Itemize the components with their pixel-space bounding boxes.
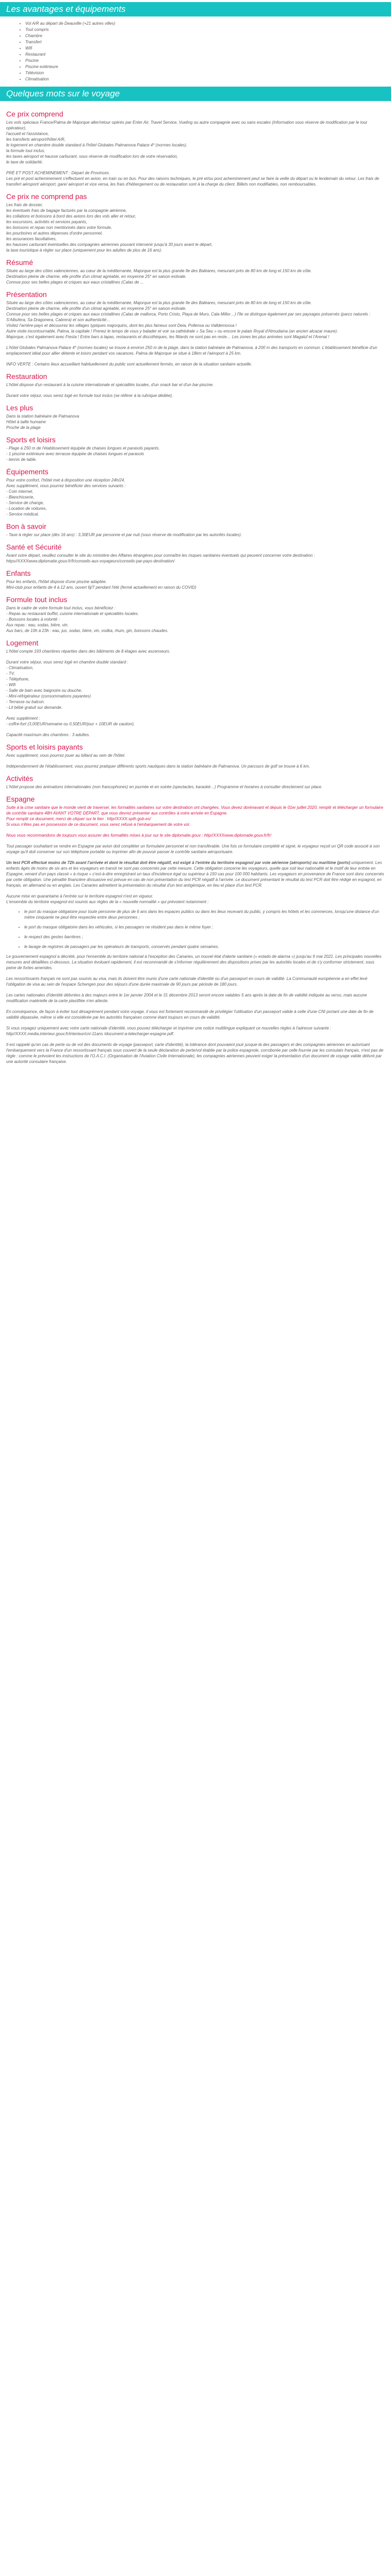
pcr-paragraph (6, 860, 385, 888)
section-text: Le gouvernement espagnol a décrété, pour l'ensemble du territoire national à l'exception des Canaries, un nouvel état d'alerte sanitaire (« estado de alarma ») jusqu'au 9 mai 2021. Les principales nouvelles mesures and détaillées ci-dessous. La situation évoluant rapidement, il est recommandé de s'informer régulièrement des dispositions prises par les autorités locales et de s'y conformer strictement, sous peine de fortes amendes. (6, 954, 382, 970)
list-item: • Piscine (25, 58, 385, 64)
section-heading: Santé et Sécurité (6, 543, 62, 551)
section-text: Il est rappelé qu'en cas de perte ou de vol des documents de voyage (passeport, carte d'identité), la tolérance dont pouvaient jouir jusque-là des passagers et des compagnies aériennes en autorisant l'embarquement vers la France d'un ressortissant français sous couvert de la seule déclaration de perte/vol établie par la police espagnole, corroborée par celle fournie par les consulats français, n'est pas de règle : comme le prévoient les instructions de l'O.A.C.I. (Organisation de l'Aviation Civile Internationale), les compagnies aériennes peuvent exiger la présentation d'un document de voyage valide délivré par une autorité consulaire française. (6, 1042, 384, 1064)
list-item: • Restaurant (25, 52, 385, 58)
section-heading: Espagne (6, 795, 35, 803)
list-item: • le port du masque obligatoire pour toute personne de plus de 6 ans dans les espaces publics ou dans les lieux recevant du public, y compris les hôtels et les commerces, lorsqu'une distance d'un mètre cinquante ne peut être respectée entre deux personnes ; (24, 909, 385, 920)
list-item: • Chambre (25, 33, 385, 39)
section-text: L'hôtel compte 193 chambres réparties dans des bâtiments de 8 étages avec ascenseurs. (6, 649, 171, 654)
section-heading: Présentation (6, 290, 47, 298)
section-text: INFO VERTE : Certains lieux accueillant habituellement du public sont actuellement fermés, en raison de la situation sanitaire actuelle. (6, 362, 252, 367)
list-item: • le port du masque obligatoire dans les véhicules, si les passagers ne résident pas dans le même foyer ; (24, 924, 385, 930)
section-heading: Bon à savoir (6, 522, 46, 530)
section-heading: Résumé (6, 258, 34, 267)
section-text: Avec supplément, vous pourrez jouer au billard au sein de l'hôtel. (6, 753, 125, 758)
list-item: • Wifi (25, 45, 385, 52)
section-heading: Ce prix comprend (6, 110, 63, 118)
section-text: Pour les enfants, l'hôtel dispose d'une piscine adaptée. Mini-club pour enfants de 4 à 12 ans, ouvert 6j/7 pendant l'été (fermé actuellement en raison du COVID) (6, 579, 197, 590)
advantages-block (0, 21, 391, 82)
section-heading: Sports et loisirs (6, 436, 56, 444)
section-text: En conséquence, de façon à éviter tout désagrément pendant votre voyage, il vous est fortement recommandé de privilégier l'utilisation d'un passeport valide à celle d'une CNI portant une date de fin de validité dépassée, même si elle est considérée par les autorités françaises comme étant toujours en cours de validité. (6, 1009, 374, 1020)
section-text: Indépendamment de l'établissement, vous pourrez pratiquer différents sports nautiques dans la station balnéaire de Palmanova. Un parcours de golf se trouve à 6 km. (6, 764, 310, 769)
section-text: Aucune mise en quarantaine à l'entrée sur le territoire espagnol n'est en vigueur. L'ensemble du territoire espagnol est soumis aux règles de la « nouvelle normalité » qui prévoient notamment : (6, 894, 209, 904)
list-item: • le lavage de registres de passagers par les opérateurs de transports, conservés pendant quatre semaines. (24, 944, 385, 950)
section-heading: Formule tout inclus (6, 595, 68, 604)
sanitary-warning: Suite à la crise sanitaire que le monde vient de traverser, les formalités sanitaires sur votre destination ont changées. Vous devez dorénavant et depuis le 01er juillet 2020, remplir et télécharger un formulaire de contrôle sanitaire 48H AVANT VOTRE DÉPART, que vous devrez présenter aux contrôles à votre arrivée en Espagne. Pour remplir ce document, merci de cliquer sur le lien : http//XXXX.spth.gob.es/ Si vous n'êtes pas en possession de ce document, vous serez refusé à l'embarquement de votre vol. (6, 805, 383, 827)
section-heading: Les plus (6, 404, 34, 412)
section-text: Les vols spéciaux France/Palma de Majorque aller/retour opérés par Enter Air, Travel Service, Vueling ou autre compagnie avec ou sans escales (Information sous réserve de modification par le tour opérateur), l'accueil et l'assistance, les transferts aéroport/hôtel A/R, le logement en chambre double standard à l'hôtel Globales Palmanova Palace 4* (normes locales), la formule tout inclus, les taxes aéroport et hausse carburant, sous réserve de modification lors de votre réservation, le taxe de solidarité. (6, 120, 368, 164)
pcr-text: uniquement. Les enfants âgés de moins de six ans et les voyageurs en transit ne sont pas concernés par cette mesure. Cette obligation concerne les voyageurs, quelle que soit leur nationalité et le motif de leur entrée en Espagne, venant d'un pays classé « à risque » c'est-à-dire enregistrant un taux d'incidence égal ou supérieur à 150 cas pour 100 000 habitants. Les voyageurs en provenance de France sont donc concernés par cette obligation. Une pénalité financière dissuasive est prévue en cas de non présentation du test PCR négatif à l'arrivée. Le document présentant le résultat du test PCR doit être rédigé en espagnol, en français, en allemand ou en anglais. Les Canaries admettent la présentation du résultat d'un test antigénique, en lieu et place d'un test PCR. (6, 860, 384, 888)
section-text: L'hôtel propose des animations internationales (non francophones) en journée et en soirée (spectacles, karaoké…) Programme et horaires à consulter directement sur place. (6, 785, 322, 789)
list-item: • Vol A/R au départ de Deauville (+21 autres villes) (25, 21, 385, 27)
section-text: Pour votre confort, l'hôtel met à disposition une réception 24h/24. Avec supplément, vous pourrez bénéficier des services suivants : - Coin internet, - Blanchisserie, - Service de change, - Location de voitures, - Service médical. (6, 478, 126, 517)
section-heading: Équipements (6, 468, 48, 476)
section-text: Si vous voyagez uniquement avec votre carte nationale d'identité, vous pouvez télécharger et imprimer une notice multilingue expliquant ce nouvelles règles à l'adresse suivante : http//XXXX.media.interieur.gouv.fr/interieur/cni-11ans /document-a-telecharger-espagne.pdf. (6, 1026, 332, 1036)
section-text: Capacité maximum des chambres : 3 adultes. (6, 733, 90, 737)
list-item: • Piscine extérieure (25, 64, 385, 70)
section-heading: Logement (6, 639, 39, 647)
section-text: Les frais de dossier, les éventuels frais de bagage facturés par la compagnie aérienne, les collations et boissons à bord des avions lors des vols aller et retour, les excursions, activités et services payants, les boissons et repas non mentionnés dans votre formule, les pourboires et autres dépenses d'ordre personnel, les assurances facultatives, les hausses carburant éventuelles des compagnies aériennes pouvant intervenir jusqu'à 30 jours avant le départ, la taxe touristique à régler sur place (uniquement pour les adultes de plus de 16 ans). (6, 203, 213, 253)
list-item: • Télévision (25, 70, 385, 76)
about-banner: Quelques mots sur le voyage (0, 87, 391, 101)
section-heading: Restauration (6, 372, 47, 380)
section-heading: Sports et loisirs payants (6, 743, 83, 751)
pcr-bold-text: Un test PCR effectué moins de 72h avant l'arrivée et dont le résultat doit être négatif, est exigé à l'entrée du territoire espagnol par voie aérienne (aéroports) ou maritime (ports) (6, 860, 350, 865)
section-text: PRÉ ET POST ACHEMINEMENT : Départ de Provinces. Les pré et post acheminement s'effectuent en avion, en train ou en bus. Pour des raisons techniques, le pré et/ou post acheminement peut se faire la veille du départ ou le lendemain du retour. Les frais de transfert aéroport/ aéroport, gare/ aéroport et vice versa, les frais d'hébergement ou de restauration sont à la charge du client. Billets non modifiables, non remboursables. (6, 171, 380, 187)
list-item: • Climatisation (25, 76, 385, 82)
section-text: Avec supplément : - coffre-fort (3,00EUR/semaine ou 0,50EUR/jour + 10EUR de caution). (6, 716, 135, 726)
section-heading: Enfants (6, 569, 31, 577)
section-text: Avant votre départ, veuillez consulter le site du ministère des Affaires étrangères pour connaître les risques sanitaires éventuels qui peuvent concerner votre destination : https//XXXXwww.diplomatie.gouv.fr/fr/conseils-aux-voyageurs/conseils-par-pays-destination/ (6, 553, 315, 563)
section-text: Durant votre séjour, vous serez logé en formule tout inclus (se référer à la rubrique dédiée). (6, 393, 173, 398)
section-text: L'hôtel Globales Palmanova Palace 4* (normes locales) se trouve à environ 250 m de la plage, dans la station balnéaire de Palmanova, à 200 m des transports en commun. L'établissement bénéficie d'un emplacement idéal pour allier détente et loisirs pendant vos vacances. Palma de Majorque se situe à 18km et l'aéroport à 25 km. (6, 345, 378, 356)
section-text: Durant votre séjour, vous serez logé en chambre double standard : - Climatisation, - TV, - Téléphone, - Wifi - Salle de bain avec baignoire ou douche, - Mini-réfrigérateur (consommations payantes) - Terrasse ou balcon. - Lit bébé gratuit sur demande. (6, 660, 128, 710)
formalities-advice: Nous vous recommandons de toujours vous assurer des formalités mises à jour sur le site diplomatie.gouv : http//XXXXwww.diplomatie.gouv.fr/fr/ (6, 833, 271, 838)
list-item: • Transfert (25, 39, 385, 45)
section-text: - Plage à 250 m de l'établissement équipée de chaises longues et parasols payants. - 1 piscine extérieure avec terrasse équipée de chaises longues et parasols - tennis de table. (6, 446, 160, 462)
advantages-banner: Les avantages et équipements (0, 2, 391, 16)
section-text: Dans le cadre de votre formule tout inclus, vous bénéficiez : - Repas au restaurant buffet, cuisine internationale et spécialités locales. - Boissons locales à volonté : Aux repas : eau, sodas, bière, vin. Aux bars, de 10h à 23h : eau, jus, sodas, bière, vin, vodka, rhum, gin, boissons chaudes. (6, 606, 169, 633)
advantages-list (6, 21, 385, 82)
about-content (0, 109, 391, 1065)
section-text: Située au large des côtes valenciennes, au cœur de la méditerranée, Majorque est la plus grande île des Baléares, mesurant près de 80 km de long et 150 km de côte. Destination pleine de charme, elle profite d'un climat agréable, en moyenne 25° en saison estivale. Connue pour ses belles plages et criques aux eaux cristallines (Calas de ... (6, 269, 312, 285)
section-text: Située au large des côtes valenciennes, au cœur de la méditerranée, Majorque est la plus grande île des Baléares, mesurant près de 80 km de long et 150 km de côte. Destination pleine de charme, elle profite d'un climat agréable, en moyenne 25° en saison estivale. Connue pour ses belles plages et criques aux eaux cristallines (Calas de mallorca, Porto Cristo, Playa de Muro, Cala Millor…) l'île se distingue également par ses paysages préservés (parcs naturels : S'Albufera, Sa Dragonera, Cabrera) et son authenticité… Visitez l'arrière-pays et découvrez les villages typiques majorquins, dont les plus fameux sont Deia, Pollensa ou Valldemossa ! Autre visite incontournable, Palma, la capitale ! Prenez le temps de vous y balader et voir sa cathédrale « Sa Seu » ou encore le palais Royal d'Almudaina (an ancien alcazar maure). Majorque, c'est également avec Fiesta ! Entre bars à tapas, restaurants et discothèques, les fêtards ne sont pas en reste… Les zones les plus animées sont Magaluf et l'Arenal ! (6, 301, 370, 339)
section-text: Les ressortissants français ne sont pas soumis au visa, mais ils doivent être munis d'une carte nationale d'identité ou d'un passeport en cours de validité. La Communauté européenne a en effet levé l'obligation de visa au sein de l'espace Schengen pour des séjours d'une durée maximale de 90 jours par période de 180 jours. (6, 976, 368, 987)
section-text: Les cartes nationales d'identité délivrées à des majeurs entre le 1er janvier 2004 et le 31 décembre 2013 seront encore valables 5 ans après la date de fin de validité indiquée au verso, mais aucune modification matérielle de la carte plastifiée n'en atteste. (6, 993, 367, 1003)
list-item: • Tout compris (25, 27, 385, 33)
section-heading: Ce prix ne comprend pas (6, 192, 87, 201)
section-text: Dans la station balnéaire de Palmanova Hôtel à taille humaine Proche de la plage (6, 414, 79, 430)
list-item: • le respect des gestes barrières ; (24, 934, 385, 940)
section-text: L'hôtel dispose d'un restaurant à la cuisine internationale et spécialités locales, d'un snack bar et d'un bar-piscine. (6, 383, 214, 387)
section-text: - Taxe à régler sur place (dès 16 ans) : 3,30EUR par personne et par nuit (sous réserve de modification par les autorités locales). (6, 533, 242, 537)
section-heading: Activités (6, 774, 34, 783)
rules-list (6, 909, 385, 950)
section-text: Tout passager souhaitant se rendre en Espagne par avion doit compléter un formulaire personnel et non transférable. Une fois ce formulaire complété et signé, le voyageur reçoit un QR code associé à son voyage qu'il doit conserver sur son téléphone portable ou imprimer afin de pouvoir passer le contrôle sanitaire aéroportuaire. (6, 844, 380, 854)
